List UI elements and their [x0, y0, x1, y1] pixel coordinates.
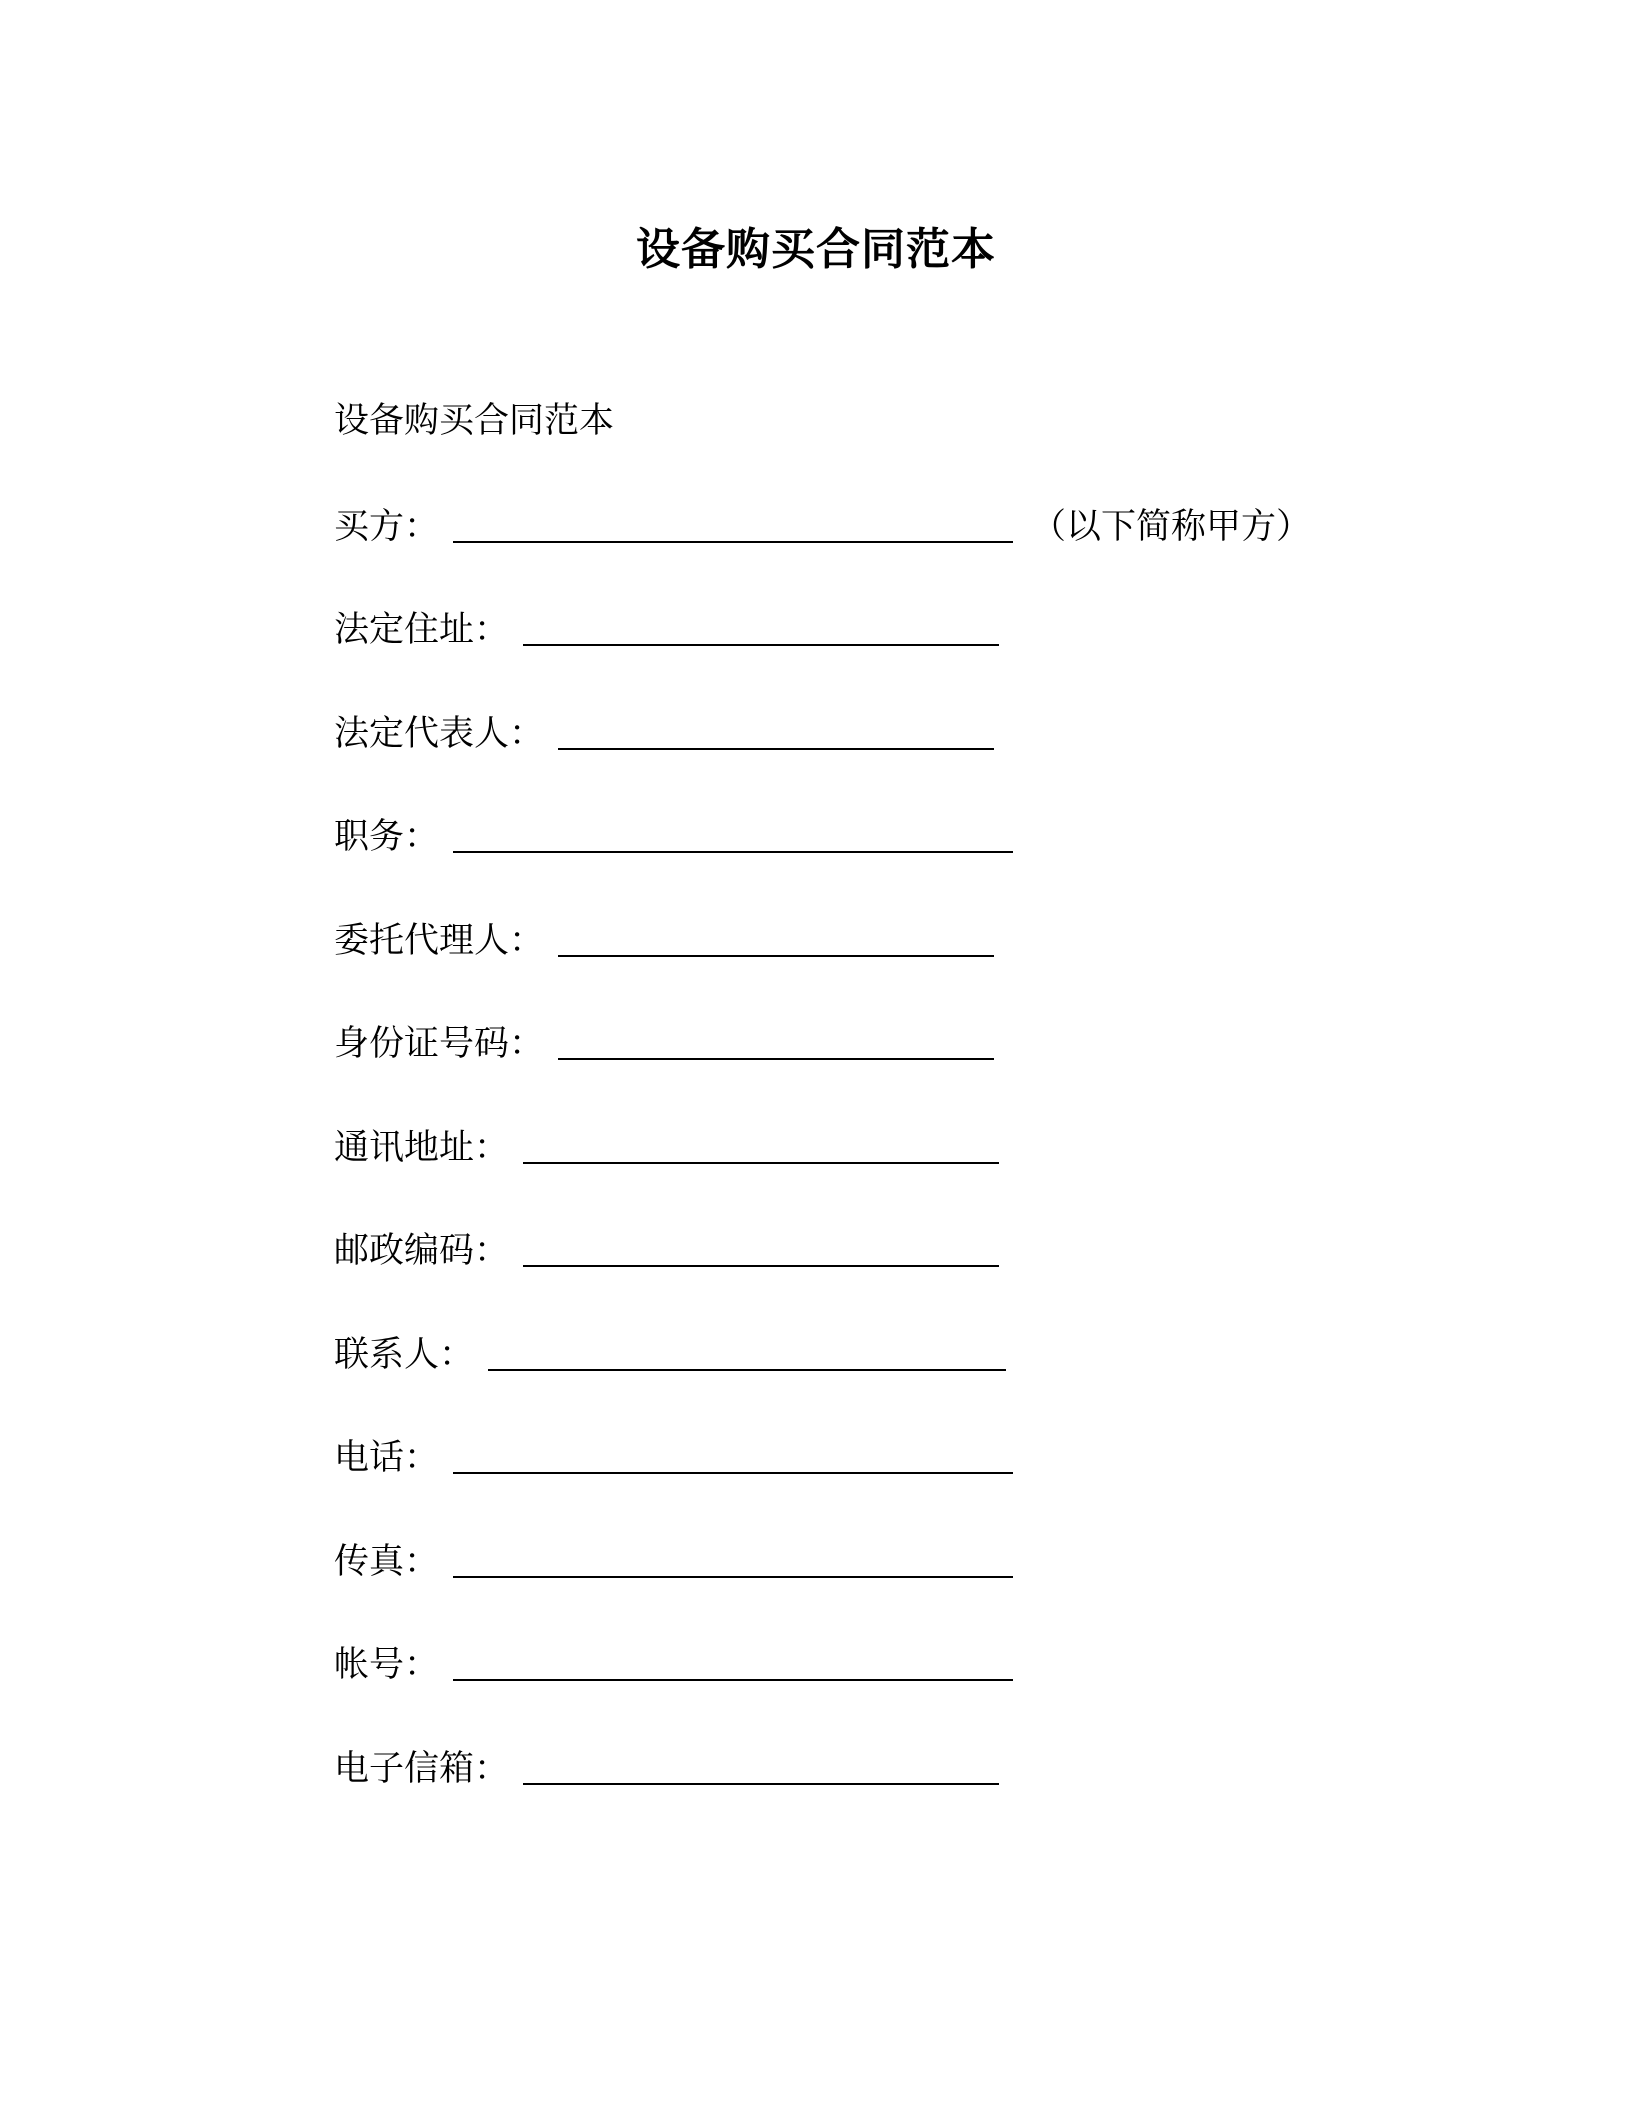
field-label: 电子信箱： [334, 1749, 510, 1789]
blank-line[interactable] [488, 1369, 1006, 1371]
document-title: 设备购买合同范本 [636, 224, 996, 275]
blank-line[interactable] [523, 1162, 999, 1164]
field-entrusted-agent [334, 914, 994, 964]
field-fax [334, 1535, 1013, 1585]
blank-line[interactable] [453, 541, 1013, 543]
field-phone [334, 1431, 1013, 1481]
blank-line[interactable] [453, 851, 1013, 853]
field-label: 帐号： [334, 1645, 440, 1685]
field-legal-address [334, 603, 999, 653]
field-label: 职务： [334, 817, 440, 857]
field-id-number [334, 1017, 994, 1067]
field-label: 邮政编码： [334, 1231, 510, 1271]
field-contact-person [334, 1328, 1006, 1378]
field-mailing-address [334, 1121, 999, 1171]
field-label: 通讯地址： [334, 1128, 510, 1168]
field-label: 电话： [334, 1438, 440, 1478]
blank-line[interactable] [523, 1783, 999, 1785]
blank-line[interactable] [523, 644, 999, 646]
field-label: 法定住址： [334, 610, 510, 650]
blank-line[interactable] [558, 955, 994, 957]
field-label: 身份证号码： [334, 1024, 545, 1064]
field-label: 法定代表人： [334, 714, 545, 754]
field-legal-representative [334, 707, 994, 757]
field-suffix: （以下简称甲方） [1031, 507, 1312, 547]
field-email [334, 1742, 999, 1792]
field-account [334, 1638, 1013, 1688]
blank-line[interactable] [453, 1576, 1013, 1578]
blank-line[interactable] [453, 1679, 1013, 1681]
field-label: 委托代理人： [334, 921, 545, 961]
field-label: 联系人： [334, 1335, 475, 1375]
field-label: 传真： [334, 1542, 440, 1582]
field-position [334, 810, 1013, 860]
document-subtitle: 设备购买合同范本 [334, 401, 615, 441]
field-postal-code [334, 1224, 999, 1274]
blank-line[interactable] [523, 1265, 999, 1267]
field-label: 买方： [334, 507, 440, 547]
field-buyer [334, 500, 1311, 550]
blank-line[interactable] [558, 1058, 994, 1060]
blank-line[interactable] [453, 1472, 1013, 1474]
blank-line[interactable] [558, 748, 994, 750]
